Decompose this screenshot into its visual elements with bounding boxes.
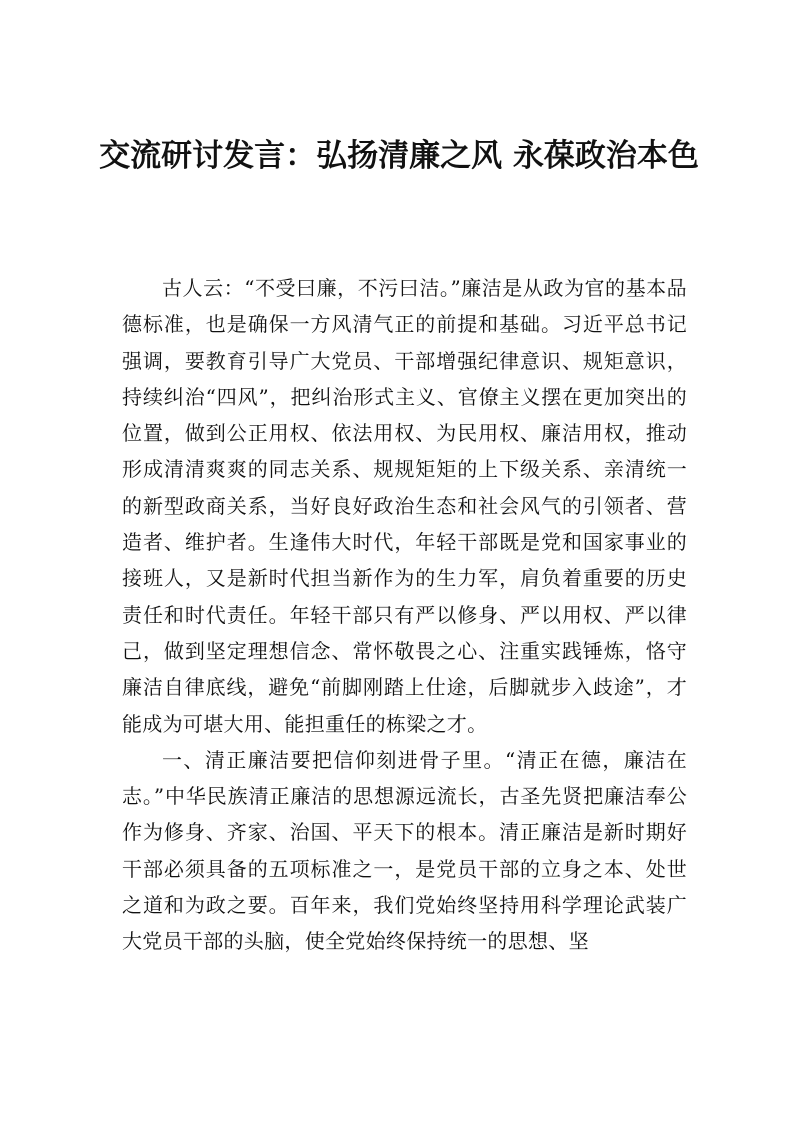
paragraph-intro: 古人云：“不受曰廉，不污曰洁。”廉洁是从政为官的基本品德标准，也是确保一方风清气正的前提和基础。习近平总书记强调，要教育引导广大党员、干部增强纪律意识、规矩意识，持续纠治“四风”，把纠治形式主义、官僚主义摆在更加突出的位置，做到公正用权、依法用权、为民用权、廉洁用权，推动形成清清爽爽的同志关系、规规矩矩的上下级关系、亲清统一的新型政商关系，当好良好政治生态和社会风气的引领者、营造者、维护者。生逢伟大时代，年轻干部既是党和国家事业的接班人，又是新时代担当新作为的生力军，肩负着重要的历史责任和时代责任。年轻干部只有严以修身、严以用权、严以律己，做到坚定理想信念、常怀敬畏之心、注重实践锤炼，恪守廉洁自律底线，避免“前脚刚踏上仕途，后脚就步入歧途”，才能成为可堪大用、能担重任的栋梁之才。 — [122, 276, 687, 736]
paragraph-section-one: 一、清正廉洁要把信仰刻进骨子里。“清正在德，廉洁在志。”中华民族清正廉洁的思想源远流长，古圣先贤把廉洁奉公作为修身、齐家、治国、平天下的根本。清正廉洁是新时期好干部必须具备的五项标准之一，是党员干部的立身之本、处世之道和为政之要。百年来，我们党始终坚持用科学理论武装广大党员干部的头脑，使全党始终保持统一的思想、坚 — [122, 747, 687, 954]
document-body — [122, 270, 687, 960]
document-title: 交流研讨发言：弘扬清廉之风 永葆政治本色 — [99, 138, 699, 174]
